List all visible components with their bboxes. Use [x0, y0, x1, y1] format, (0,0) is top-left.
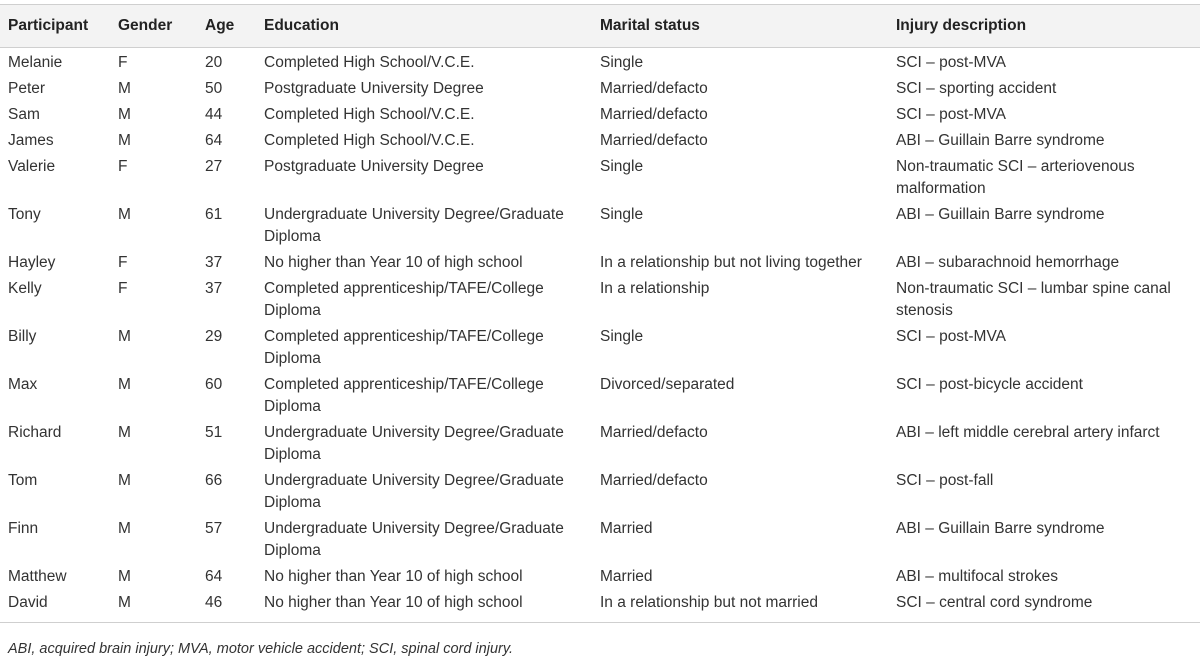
cell-age: 44	[205, 106, 223, 123]
cell-education: Completed apprenticeship/TAFE/College Diploma	[264, 376, 544, 415]
cell-age: 20	[205, 54, 223, 71]
cell-marital-status: Divorced/separated	[600, 376, 735, 393]
cell-injury-description: SCI – post-bicycle accident	[896, 376, 1083, 393]
table-row	[0, 372, 1200, 420]
cell-participant: James	[8, 132, 54, 149]
cell-marital-status: Married/defacto	[600, 80, 708, 97]
cell-marital-status: Single	[600, 206, 644, 223]
cell-participant: Tom	[8, 472, 38, 489]
cell-education: Completed High School/V.C.E.	[264, 132, 475, 149]
cell-education: No higher than Year 10 of high school	[264, 254, 523, 271]
cell-participant: Peter	[8, 80, 46, 97]
cell-participant: Kelly	[8, 280, 42, 297]
cell-age: 50	[205, 80, 223, 97]
cell-participant: Valerie	[8, 158, 56, 175]
cell-marital-status: Married	[600, 568, 653, 585]
cell-education: Undergraduate University Degree/Graduate Diploma	[264, 472, 564, 511]
cell-age: 64	[205, 568, 223, 585]
cell-education: No higher than Year 10 of high school	[264, 568, 523, 585]
table-row	[0, 564, 1200, 590]
cell-injury-description: SCI – central cord syndrome	[888, 590, 1200, 623]
cell-education: Completed High School/V.C.E.	[264, 106, 475, 123]
participants-table	[0, 4, 1200, 623]
header-marital-status: Marital status	[592, 5, 888, 48]
cell-age: 37	[205, 254, 223, 271]
cell-injury-description: SCI – post-MVA	[896, 54, 1006, 71]
cell-age: 66	[205, 472, 223, 489]
cell-age: 60	[205, 376, 223, 393]
cell-education: Undergraduate University Degree/Graduate Diploma	[264, 520, 564, 559]
cell-gender: M	[118, 106, 131, 123]
table-row	[0, 324, 1200, 372]
cell-injury-description: ABI – Guillain Barre syndrome	[896, 520, 1105, 537]
table-header	[0, 5, 1200, 48]
table-row	[0, 154, 1200, 202]
cell-marital-status: Single	[600, 158, 644, 175]
cell-education: Completed High School/V.C.E.	[264, 54, 475, 71]
table-row	[0, 128, 1200, 154]
table-row	[0, 76, 1200, 102]
cell-marital-status: In a relationship but not married	[592, 590, 888, 623]
cell-education: Completed apprenticeship/TAFE/College Diploma	[264, 280, 544, 319]
table-row	[0, 590, 1200, 623]
cell-participant: Sam	[8, 106, 40, 123]
cell-age: 37	[205, 280, 223, 297]
cell-age: 46	[197, 590, 256, 623]
cell-gender: M	[118, 376, 131, 393]
header-participant: Participant	[0, 5, 110, 48]
header-age: Age	[197, 5, 256, 48]
cell-gender: F	[118, 54, 128, 71]
cell-education: Undergraduate University Degree/Graduate Diploma	[264, 424, 564, 463]
cell-gender: M	[118, 520, 131, 537]
cell-marital-status: Married	[600, 520, 653, 537]
header-injury-description: Injury description	[888, 5, 1200, 48]
cell-participant: Tony	[8, 206, 41, 223]
cell-education: Postgraduate University Degree	[264, 80, 484, 97]
table-body	[0, 48, 1200, 623]
cell-injury-description: Non-traumatic SCI – lumbar spine canal stenosis	[896, 280, 1171, 319]
cell-injury-description: ABI – left middle cerebral artery infarct	[896, 424, 1160, 441]
cell-participant: Melanie	[8, 54, 63, 71]
cell-injury-description: SCI – post-MVA	[896, 328, 1006, 345]
cell-education: Undergraduate University Degree/Graduate Diploma	[264, 206, 564, 245]
cell-age: 61	[205, 206, 223, 223]
cell-marital-status: Married/defacto	[600, 132, 708, 149]
cell-age: 51	[205, 424, 223, 441]
table-row	[0, 250, 1200, 276]
cell-gender: F	[118, 158, 128, 175]
cell-participant: Max	[8, 376, 38, 393]
cell-gender: M	[118, 206, 131, 223]
cell-marital-status: In a relationship	[600, 280, 710, 297]
cell-marital-status: Married/defacto	[600, 106, 708, 123]
cell-education: Completed apprenticeship/TAFE/College Diploma	[264, 328, 544, 367]
cell-age: 57	[205, 520, 223, 537]
cell-marital-status: Single	[600, 54, 644, 71]
cell-participant: Finn	[8, 520, 39, 537]
cell-participant: Matthew	[8, 568, 67, 585]
cell-gender: F	[118, 280, 128, 297]
cell-injury-description: SCI – sporting accident	[896, 80, 1057, 97]
cell-age: 64	[205, 132, 223, 149]
cell-gender: M	[118, 80, 131, 97]
header-education: Education	[256, 5, 592, 48]
header-gender: Gender	[110, 5, 197, 48]
cell-gender: M	[118, 132, 131, 149]
table-row	[0, 48, 1200, 77]
cell-participant: Richard	[8, 424, 62, 441]
cell-marital-status: Single	[600, 328, 644, 345]
cell-marital-status: Married/defacto	[600, 472, 708, 489]
cell-participant: David	[0, 590, 110, 623]
cell-participant: Billy	[8, 328, 37, 345]
table-row	[0, 468, 1200, 516]
table-row	[0, 202, 1200, 250]
cell-injury-description: ABI – subarachnoid hemorrhage	[896, 254, 1120, 271]
cell-education: Postgraduate University Degree	[264, 158, 484, 175]
cell-age: 29	[205, 328, 223, 345]
table-row	[0, 420, 1200, 468]
header-row	[0, 5, 1200, 48]
cell-participant: Hayley	[8, 254, 56, 271]
cell-gender: F	[118, 254, 128, 271]
cell-injury-description: ABI – multifocal strokes	[896, 568, 1058, 585]
cell-gender: M	[118, 472, 131, 489]
cell-age: 27	[205, 158, 223, 175]
cell-injury-description: SCI – post-fall	[896, 472, 994, 489]
cell-marital-status: Married/defacto	[600, 424, 708, 441]
table-row	[0, 102, 1200, 128]
table-row	[0, 276, 1200, 324]
cell-gender: M	[118, 328, 131, 345]
cell-gender: M	[118, 424, 131, 441]
cell-gender: M	[110, 590, 197, 623]
cell-injury-description: SCI – post-MVA	[896, 106, 1006, 123]
cell-education: No higher than Year 10 of high school	[256, 590, 592, 623]
cell-injury-description: Non-traumatic SCI – arteriovenous malformation	[896, 158, 1135, 197]
table-footnote: ABI, acquired brain injury; MVA, motor vehicle accident; SCI, spinal cord injury.	[8, 641, 514, 657]
cell-injury-description: ABI – Guillain Barre syndrome	[896, 206, 1105, 223]
cell-gender: M	[118, 568, 131, 585]
cell-injury-description: ABI – Guillain Barre syndrome	[896, 132, 1105, 149]
table-row	[0, 516, 1200, 564]
cell-marital-status: In a relationship but not living together	[600, 254, 862, 271]
